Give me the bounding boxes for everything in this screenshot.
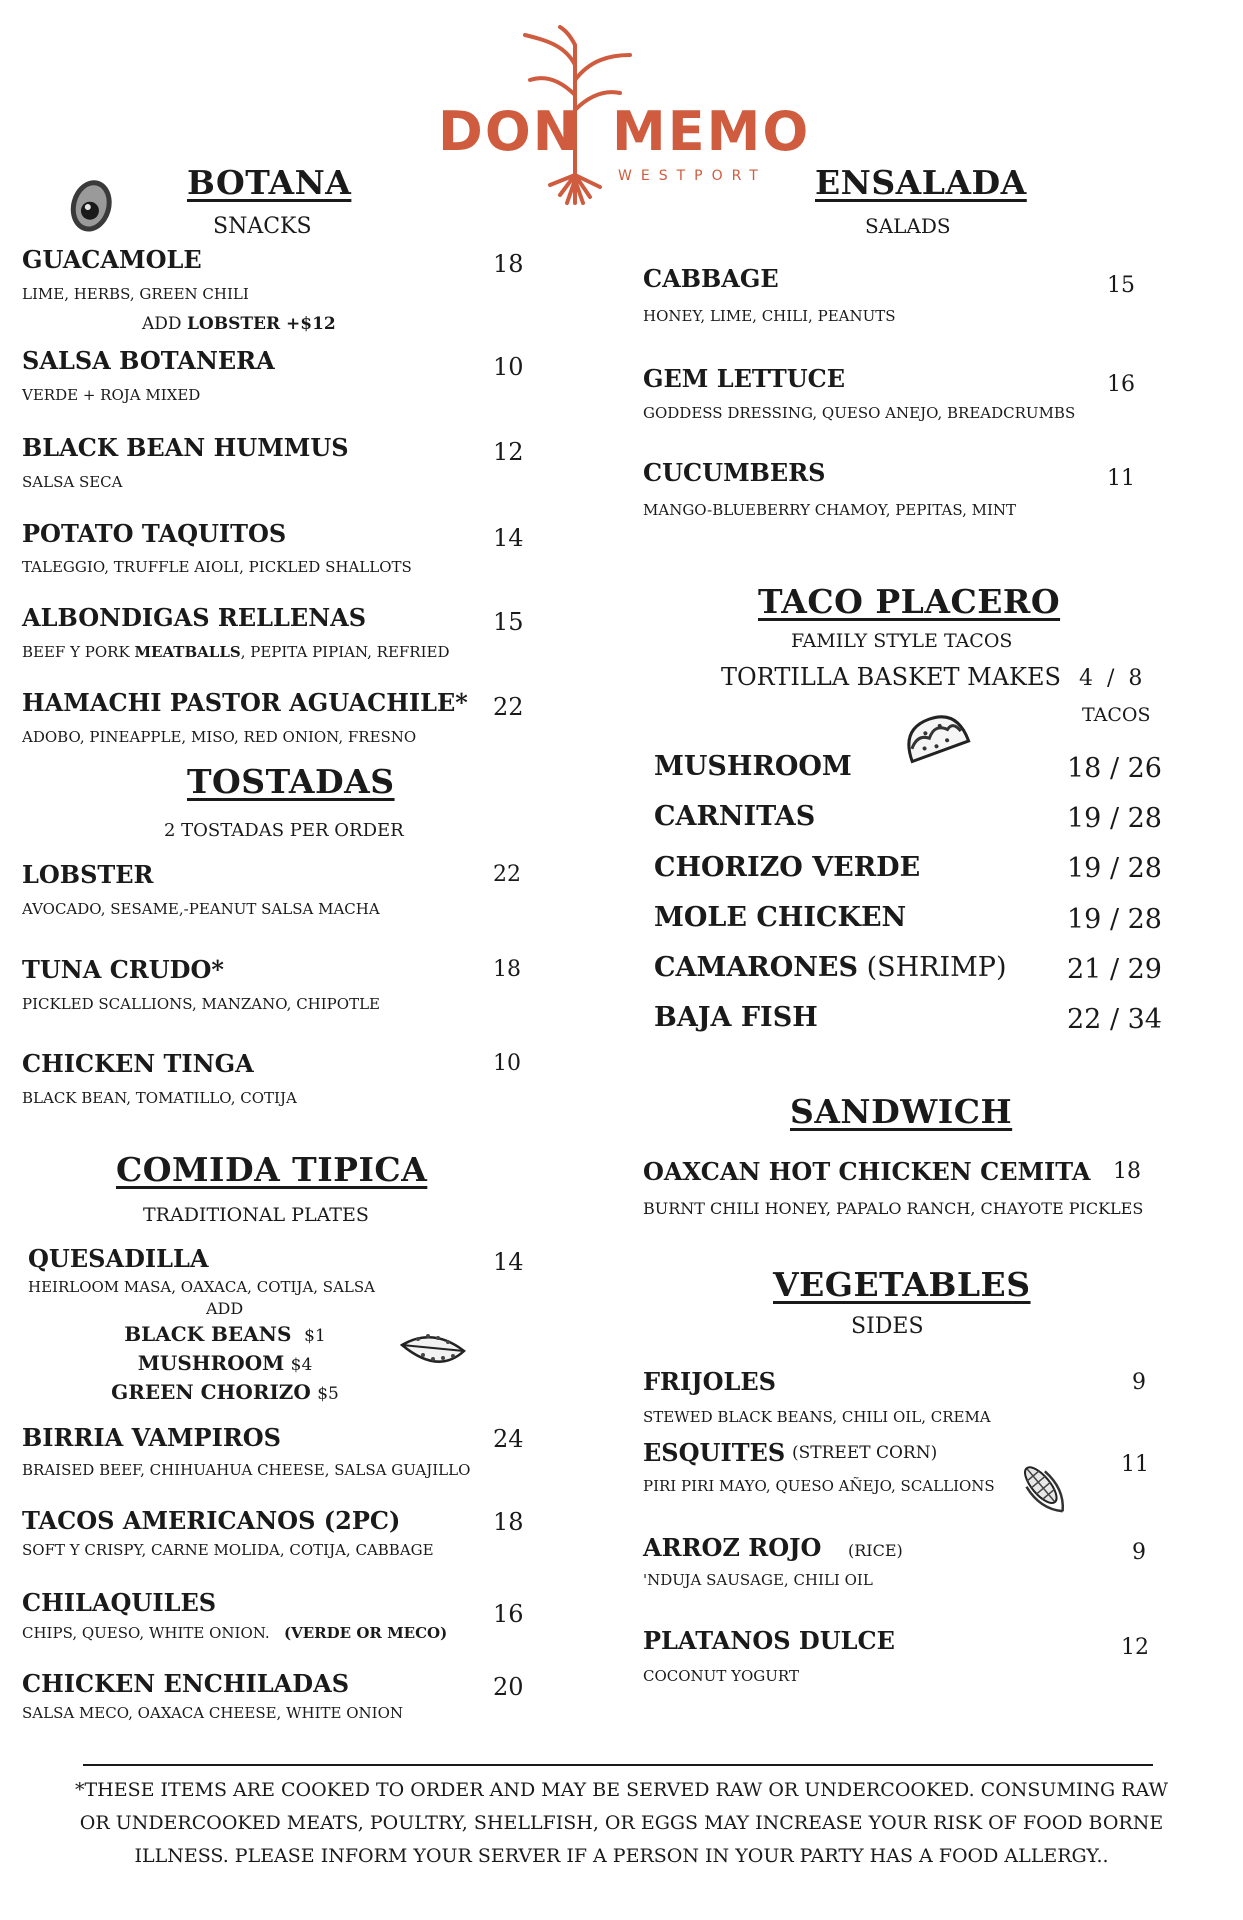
menu-item-desc: COCONUT YOGURT: [643, 1667, 799, 1685]
menu-item-price: 24: [493, 1425, 524, 1453]
menu-item-note: (RICE): [848, 1541, 903, 1560]
menu-item-desc: BRAISED BEEF, CHIHUAHUA CHEESE, SALSA GUAJILLO: [22, 1461, 471, 1479]
menu-item-desc: BLACK BEAN, TOMATILLO, COTIJA: [22, 1089, 297, 1107]
menu-item-name: CHORIZO VERDE: [654, 852, 921, 883]
ensalada-title: ENSALADA: [815, 163, 1027, 202]
allergy-notice: [0, 1774, 1243, 1873]
menu-item-name: PLATANOS DULCE: [643, 1626, 895, 1655]
addon-row: [90, 1380, 360, 1404]
menu-item-name: CHILAQUILES: [22, 1588, 217, 1617]
menu-item-price: 14: [493, 524, 524, 552]
footer-divider: [83, 1764, 1153, 1766]
menu-item-desc: PICKLED SCALLIONS, MANZANO, CHIPOTLE: [22, 995, 380, 1013]
comida-title: COMIDA TIPICA: [116, 1150, 428, 1189]
menu-item-price: 18: [493, 1508, 524, 1536]
menu-item-name: ARROZ ROJO: [643, 1533, 822, 1562]
brand-location: WESTPORT: [618, 168, 767, 184]
menu-item-desc: BURNT CHILI HONEY, PAPALO RANCH, CHAYOTE PICKLES: [643, 1199, 1144, 1218]
menu-item-desc: SALSA MECO, OAXACA CHEESE, WHITE ONION: [22, 1704, 404, 1722]
addon-line: [142, 314, 336, 334]
addon-label: ADD: [206, 1299, 244, 1318]
menu-item-name: MUSHROOM: [654, 751, 852, 782]
menu-item-desc: 'NDUJA SAUSAGE, CHILI OIL: [643, 1571, 873, 1589]
addon-prefix: ADD: [142, 314, 187, 334]
brand-name-left: DON: [438, 100, 580, 163]
tacos-label: TACOS: [1082, 704, 1151, 726]
menu-item-desc: LIME, HERBS, GREEN CHILI: [22, 285, 249, 303]
desc-part: CHIPS, QUESO, WHITE ONION.: [22, 1624, 270, 1642]
menu-item-price: 19 / 28: [1067, 803, 1162, 834]
menu-item-price: 21 / 29: [1067, 954, 1162, 985]
menu-item-name: MOLE CHICKEN: [654, 902, 907, 933]
menu-item-price: 22: [493, 862, 521, 887]
addon-price: $1: [304, 1326, 326, 1346]
menu-item-price: 22: [493, 693, 524, 721]
menu-item-name: BAJA FISH: [654, 1002, 818, 1033]
allergy-notice-line: *THESE ITEMS ARE COOKED TO ORDER AND MAY BE SERVED RAW OR UNDERCOOKED. CONSUMING RAW: [74, 1779, 1169, 1801]
menu-item-name: [654, 952, 1007, 983]
menu-item-desc: PIRI PIRI MAYO, QUESO AÑEJO, SCALLIONS: [643, 1477, 995, 1495]
menu-item-desc: SOFT Y CRISPY, CARNE MOLIDA, COTIJA, CABBAGE: [22, 1541, 434, 1559]
menu-item-desc: GODDESS DRESSING, QUESO ANEJO, BREADCRUMBS: [643, 404, 1076, 422]
menu-item-desc: [22, 1624, 447, 1642]
menu-item-price: 19 / 28: [1067, 904, 1162, 935]
addon-price: $4: [290, 1355, 313, 1375]
menu-item-name: TUNA CRUDO*: [22, 955, 224, 984]
menu-item-price: 10: [493, 1051, 521, 1076]
allergy-notice-line: OR UNDERCOOKED MEATS, POULTRY, SHELLFISH, OR EGGS MAY INCREASE YOUR RISK OF FOOD BORNE: [79, 1812, 1164, 1834]
menu-item-name: CHICKEN ENCHILADAS: [22, 1669, 350, 1698]
desc-bold: MEATBALLS: [134, 643, 241, 661]
menu-item-name: CABBAGE: [643, 264, 779, 293]
desc-bold: (VERDE OR MECO): [284, 1624, 448, 1642]
menu-item-name: HAMACHI PASTOR AGUACHILE*: [22, 688, 468, 717]
menu-item-name: GEM LETTUCE: [643, 364, 846, 393]
menu-item-price: 9: [1132, 1370, 1146, 1395]
menu-item-price: 11: [1121, 1452, 1149, 1477]
menu-item-price: 18: [493, 957, 521, 982]
menu-item-desc: HEIRLOOM MASA, OAXACA, COTIJA, SALSA: [28, 1278, 375, 1296]
ensalada-subtitle: SALADS: [865, 214, 951, 238]
menu-item-price: 16: [1107, 372, 1135, 397]
menu-item-desc: VERDE + ROJA MIXED: [22, 386, 201, 404]
quesadilla-icon: [398, 1325, 468, 1375]
menu-item-desc: MANGO-BLUEBERRY CHAMOY, PEPITAS, MINT: [643, 501, 1017, 519]
menu-item-price: 12: [493, 438, 524, 466]
menu-item-price: 15: [493, 608, 524, 636]
menu-item-price: 18: [493, 250, 524, 278]
menu-item-price: 19 / 28: [1067, 853, 1162, 884]
addon-name: GREEN CHORIZO: [111, 1380, 311, 1404]
addon-price: $5: [317, 1384, 339, 1404]
vegetables-subtitle: SIDES: [851, 1314, 924, 1339]
addon-row: [90, 1351, 360, 1375]
menu-item-price: 12: [1121, 1635, 1149, 1660]
menu-item-name: ESQUITES: [643, 1438, 786, 1467]
taco-icon: [900, 710, 972, 768]
menu-item-desc: [22, 643, 450, 661]
menu-item-name: QUESADILLA: [28, 1244, 209, 1273]
taco-title: TACO PLACERO: [758, 582, 1061, 621]
menu-item-price: 11: [1107, 466, 1135, 491]
addon-name: LOBSTER: [186, 314, 281, 334]
menu-item-name: LOBSTER: [22, 860, 154, 889]
menu-item-name: FRIJOLES: [643, 1367, 776, 1396]
menu-item-name: CHICKEN TINGA: [22, 1049, 254, 1078]
vegetables-title: VEGETABLES: [773, 1265, 1031, 1304]
sandwich-title: SANDWICH: [790, 1092, 1013, 1131]
menu-item-name: CUCUMBERS: [643, 458, 826, 487]
menu-item-price: 10: [493, 353, 524, 381]
menu-item-name: SALSA BOTANERA: [22, 346, 275, 375]
menu-item-name: POTATO TAQUITOS: [22, 519, 287, 548]
menu-item-desc: SALSA SECA: [22, 473, 123, 491]
menu-item-desc: HONEY, LIME, CHILI, PEANUTS: [643, 307, 896, 325]
brand-name-right: MEMO: [612, 100, 811, 163]
item-name-extra: (SHRIMP): [858, 952, 1007, 983]
menu-item-price: 22 / 34: [1067, 1004, 1162, 1035]
menu-item-price: 18: [1113, 1159, 1141, 1184]
addon-row: [90, 1322, 360, 1346]
avocado-icon: [66, 170, 118, 236]
menu-item-price: 14: [493, 1248, 524, 1276]
tostadas-subtitle: 2 TOSTADAS PER ORDER: [164, 820, 404, 841]
menu-item-price: 15: [1107, 273, 1135, 298]
menu-item-price: 18 / 26: [1067, 753, 1162, 784]
basket-label: TORTILLA BASKET MAKES: [721, 663, 1061, 691]
tostadas-title: TOSTADAS: [187, 762, 395, 801]
comida-subtitle: TRADITIONAL PLATES: [143, 1204, 369, 1226]
taco-subtitle: FAMILY STYLE TACOS: [791, 630, 1013, 652]
item-name-part: CAMARONES: [654, 952, 858, 983]
botana-title: BOTANA: [187, 163, 352, 202]
addon-name: MUSHROOM: [137, 1351, 285, 1375]
menu-item-desc: AVOCADO, SESAME,-PEANUT SALSA MACHA: [22, 900, 380, 918]
allergy-notice-line: ILLNESS. PLEASE INFORM YOUR SERVER IF A PERSON IN YOUR PARTY HAS A FOOD ALLERGY..: [134, 1845, 1109, 1867]
desc-part: BEEF Y PORK: [22, 643, 135, 661]
menu-item-price: 20: [493, 1673, 524, 1701]
menu-item-note: (STREET CORN): [792, 1443, 938, 1463]
menu-item-desc: STEWED BLACK BEANS, CHILI OIL, CREMA: [643, 1408, 991, 1426]
menu-item-price: 16: [493, 1600, 524, 1628]
menu-item-name: BIRRIA VAMPIROS: [22, 1423, 282, 1452]
menu-item-name: TACOS AMERICANOS (2PC): [22, 1506, 401, 1535]
addon-price: +$12: [280, 314, 336, 334]
menu-item-name: OAXCAN HOT CHICKEN CEMITA: [643, 1157, 1091, 1186]
addon-name: BLACK BEANS: [124, 1322, 292, 1346]
menu-item-price: 9: [1132, 1540, 1146, 1565]
botana-subtitle: SNACKS: [213, 214, 312, 239]
menu-item-desc: ADOBO, PINEAPPLE, MISO, RED ONION, FRESNO: [22, 728, 417, 746]
desc-part: , PEPITA PIPIAN, REFRIED: [240, 643, 450, 661]
menu-item-name: ALBONDIGAS RELLENAS: [22, 603, 367, 632]
menu-item-desc: TALEGGIO, TRUFFLE AIOLI, PICKLED SHALLOTS: [22, 558, 412, 576]
corn-icon: [1012, 1458, 1076, 1520]
menu-item-name: CARNITAS: [654, 801, 816, 832]
menu-item-name: BLACK BEAN HUMMUS: [22, 433, 349, 462]
basket-counts: 4 / 8: [1079, 666, 1143, 691]
menu-item-name: GUACAMOLE: [22, 245, 202, 274]
